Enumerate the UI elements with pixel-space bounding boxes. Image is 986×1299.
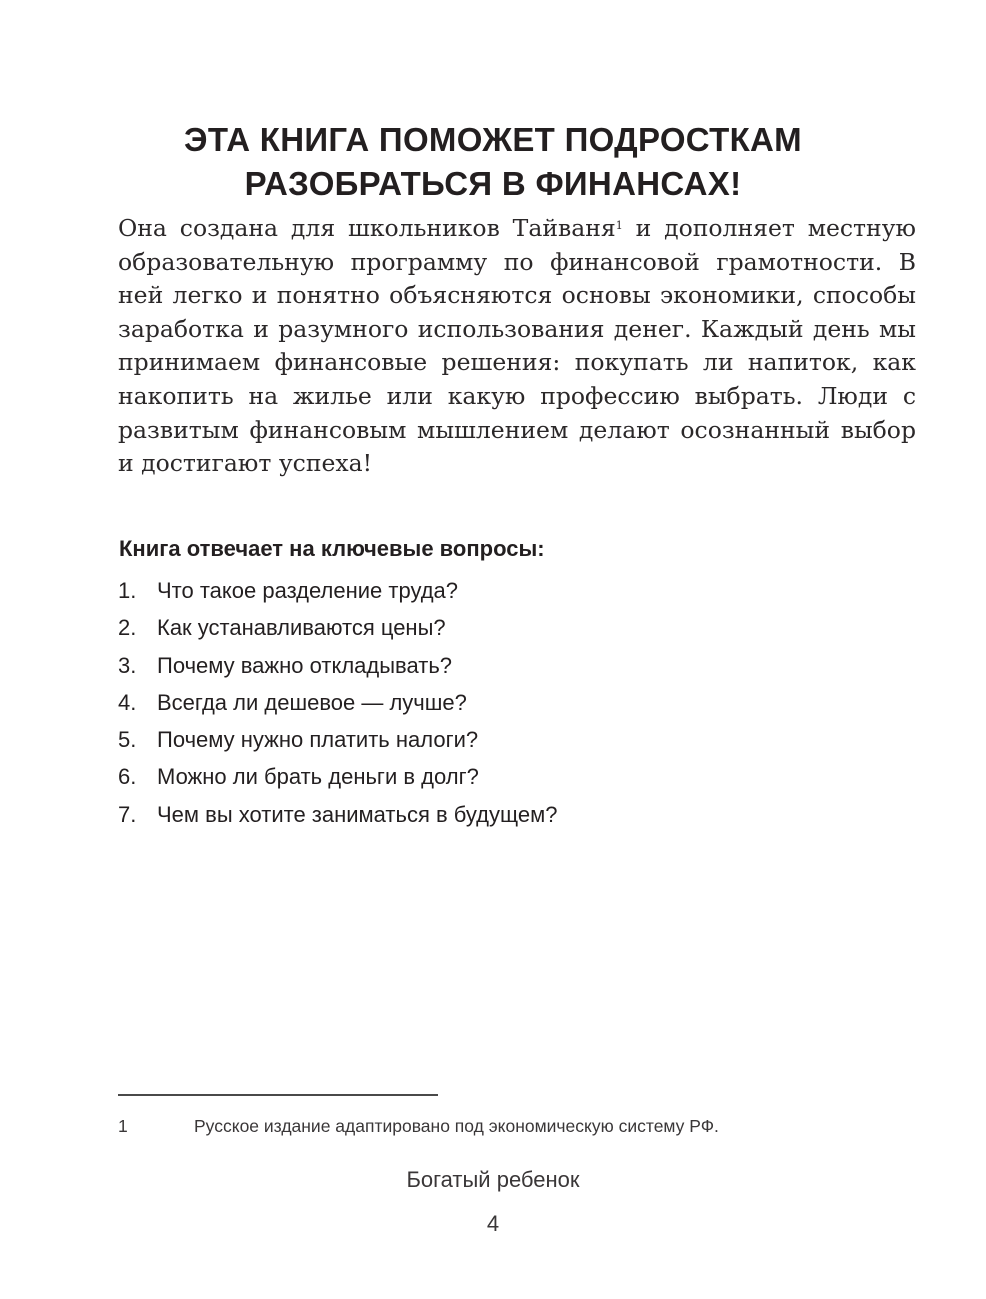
list-item-text: Почему важно откладывать? [157, 652, 453, 678]
list-item-number: 4. [118, 689, 137, 715]
footnote-divider [118, 1094, 438, 1096]
intro-text-start: Она создана для школьников Тайваня [118, 214, 616, 242]
page-title [0, 118, 986, 206]
list-item-number: 7. [118, 801, 137, 827]
list-item-text: Можно ли брать деньги в долг? [157, 764, 479, 790]
page-title-line-1: ЭТА КНИГА ПОМОЖЕТ ПОДРОСТКАМ [184, 121, 802, 158]
list-item [118, 688, 557, 725]
list-item-text: Чем вы хотите заниматься в будущем? [157, 801, 558, 827]
list-item-text: Как устанавливаются цены? [157, 615, 446, 641]
list-item-text: Что такое разделение труда? [157, 578, 459, 603]
list-item-number: 2. [118, 615, 137, 641]
questions-list [118, 576, 557, 837]
list-item-number: 5. [118, 727, 137, 753]
list-item [118, 800, 557, 837]
list-item-number: 3. [118, 652, 137, 678]
questions-heading: Книга отвечает на ключевые вопросы: [119, 536, 545, 561]
footnote-number: 1 [118, 1116, 128, 1136]
list-item [118, 725, 557, 762]
footnote [118, 1113, 719, 1139]
list-item [118, 576, 557, 613]
running-footer-book-title: Богатый ребенок [406, 1167, 580, 1192]
list-item-text: Почему нужно платить налоги? [157, 727, 479, 753]
footnote-reference[interactable]: 1 [615, 219, 623, 232]
intro-text-rest: и дополняет местную образовательную программу по финансовой грамотности. В ней легко и понятно объясняются основы экономики, способы заработка и разумного использования денег. Каждый день мы принимаем финансовые решения: покупать ли напиток, как накопить на жилье или какую профессию выбрать. Люди с развитым финансовым мышлением делают осознанный выбор и достигают успеха! [118, 214, 917, 478]
list-item-text: Всегда ли дешевое — лучше? [157, 689, 467, 715]
intro-paragraph [118, 212, 916, 481]
list-item [118, 651, 557, 688]
list-item-number: 6. [118, 764, 137, 790]
page-number: 4 [486, 1211, 500, 1236]
list-item [118, 613, 557, 650]
list-item [118, 762, 557, 799]
list-item-number: 1. [118, 578, 137, 603]
page-title-line-2: РАЗОБРАТЬСЯ В ФИНАНСАХ! [244, 165, 742, 202]
footnote-text: Русское издание адаптировано под экономическую систему РФ. [194, 1116, 719, 1136]
